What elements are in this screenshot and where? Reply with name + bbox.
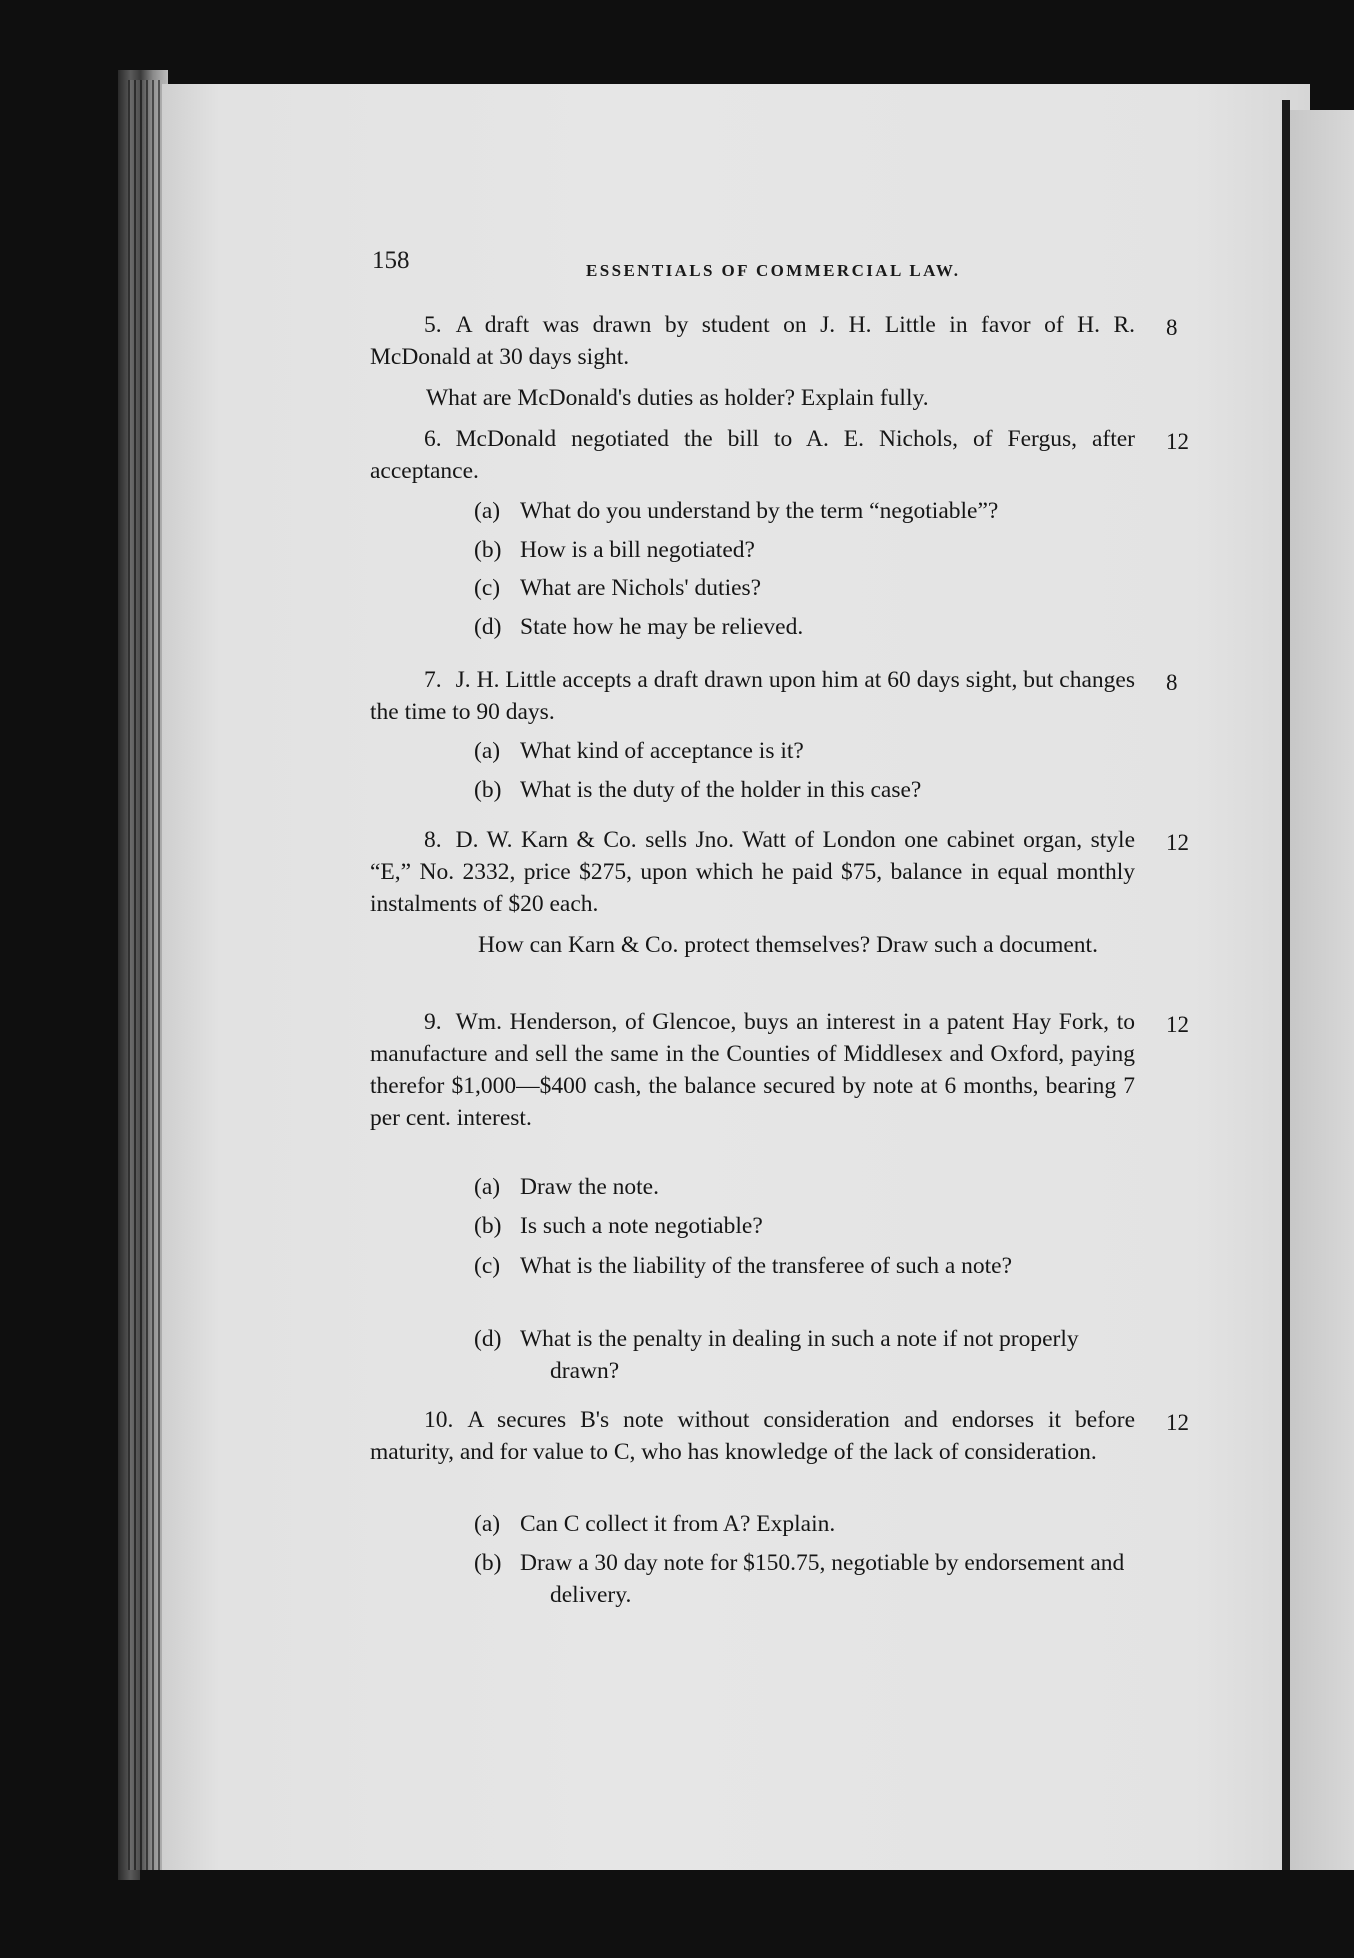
- question-7: [370, 664, 1135, 728]
- question-text: A secures B's note without consideration and endorses it before maturity, and for value to C, who has knowledge of the lack of consideration.: [370, 1407, 1135, 1465]
- sub-question-text: Draw the note.: [520, 1174, 659, 1200]
- sub-question-label: (d): [474, 1326, 502, 1352]
- question-text: Wm. Henderson, of Glencoe, buys an interest in a patent Hay Fork, to manufacture and sell the same in the Counties of Middlesex and Oxford, paying therefor $1,000—$400 cash, the balance secured by note at 6 months, bearing 7 per cent. interest.: [370, 1009, 1135, 1131]
- sub-question-text: What is the duty of the holder in this case?: [520, 777, 922, 803]
- question-10: [370, 1404, 1135, 1468]
- sub-question-text: What kind of acceptance is it?: [520, 738, 804, 764]
- question-number: 9.: [424, 1009, 442, 1035]
- sub-question-text: What is the penalty in dealing in such a note if not properly drawn?: [520, 1326, 1079, 1384]
- question-marks: 12: [1166, 1410, 1189, 1435]
- question-text: J. H. Little accepts a draft drawn upon him at 60 days sight, but changes the time to 90 days.: [370, 667, 1135, 725]
- page-gutter-shadow: [1282, 100, 1290, 1870]
- running-title: ESSENTIALS OF COMMERCIAL LAW.: [586, 261, 961, 280]
- sub-question: [474, 1508, 1134, 1540]
- facing-page-edge: [1290, 110, 1354, 1870]
- sub-question-label: (a): [474, 738, 501, 764]
- sub-question-label: (a): [474, 498, 501, 524]
- question-number: 10.: [424, 1407, 454, 1433]
- sub-question-label: (a): [474, 1511, 501, 1537]
- sub-question-text: Can C collect it from A? Explain.: [520, 1511, 836, 1537]
- question-5: [370, 309, 1135, 373]
- question-marks: 8: [1166, 315, 1178, 340]
- sub-question: [474, 1210, 1134, 1242]
- question-marks: 12: [1166, 429, 1189, 454]
- sub-question-text: What is the liability of the transferee of such a note?: [520, 1253, 1013, 1279]
- sub-question-label: (b): [474, 537, 502, 563]
- question-8: [370, 824, 1135, 920]
- page-number: 158: [372, 247, 410, 274]
- sub-question: [474, 735, 1134, 767]
- sub-question-label: (c): [474, 1253, 501, 1279]
- question-9: [370, 1006, 1135, 1134]
- question-follow-up: How can Karn & Co. protect themselves? Draw such a document.: [478, 932, 1098, 958]
- sub-question: [474, 611, 1134, 643]
- sub-question-text: What are Nichols' duties?: [520, 575, 762, 601]
- sub-question-label: (d): [474, 614, 502, 640]
- question-number: 8.: [424, 827, 442, 853]
- question-marks: 12: [1166, 1012, 1189, 1037]
- sub-question: [474, 572, 1134, 604]
- sub-question-label: (b): [474, 777, 502, 803]
- sub-question: [474, 1171, 1134, 1203]
- sub-question: [474, 1547, 1134, 1611]
- sub-question: [474, 534, 1134, 566]
- sub-question-text: State how he may be relieved.: [520, 614, 804, 640]
- sub-question: [474, 774, 1134, 806]
- sub-question-label: (b): [474, 1550, 502, 1576]
- question-text: A draft was drawn by student on J. H. Little in favor of H. R. McDonald at 30 days sight.: [370, 312, 1135, 370]
- question-text: McDonald negotiated the bill to A. E. Nichols, of Fergus, after acceptance.: [370, 426, 1135, 484]
- question-number: 5.: [424, 312, 442, 338]
- binding-texture: [128, 80, 164, 1870]
- sub-question: [474, 495, 1134, 527]
- sub-question-text: What do you understand by the term “negotiable”?: [520, 498, 999, 524]
- sub-question-text: Is such a note negotiable?: [520, 1213, 763, 1239]
- question-number: 7.: [424, 667, 442, 693]
- question-follow-up: What are McDonald's duties as holder? Explain fully.: [426, 385, 929, 411]
- sub-question-text: Draw a 30 day note for $150.75, negotiable by endorsement and delivery.: [520, 1550, 1125, 1608]
- question-number: 6.: [424, 426, 442, 452]
- sub-question-label: (b): [474, 1213, 502, 1239]
- sub-question-text: How is a bill negotiated?: [520, 537, 755, 563]
- sub-question: [474, 1250, 1134, 1282]
- question-6: [370, 423, 1135, 487]
- sub-question-label: (c): [474, 575, 501, 601]
- question-text: D. W. Karn & Co. sells Jno. Watt of London one cabinet organ, style “E,” No. 2332, price $275, upon which he paid $75, balance in equal monthly instalments of $20 each.: [370, 827, 1135, 917]
- question-marks: 8: [1166, 670, 1178, 695]
- bottom-shadow: [140, 1870, 1354, 1958]
- sub-question: [474, 1323, 1134, 1387]
- question-marks: 12: [1166, 830, 1189, 855]
- sub-question-label: (a): [474, 1174, 501, 1200]
